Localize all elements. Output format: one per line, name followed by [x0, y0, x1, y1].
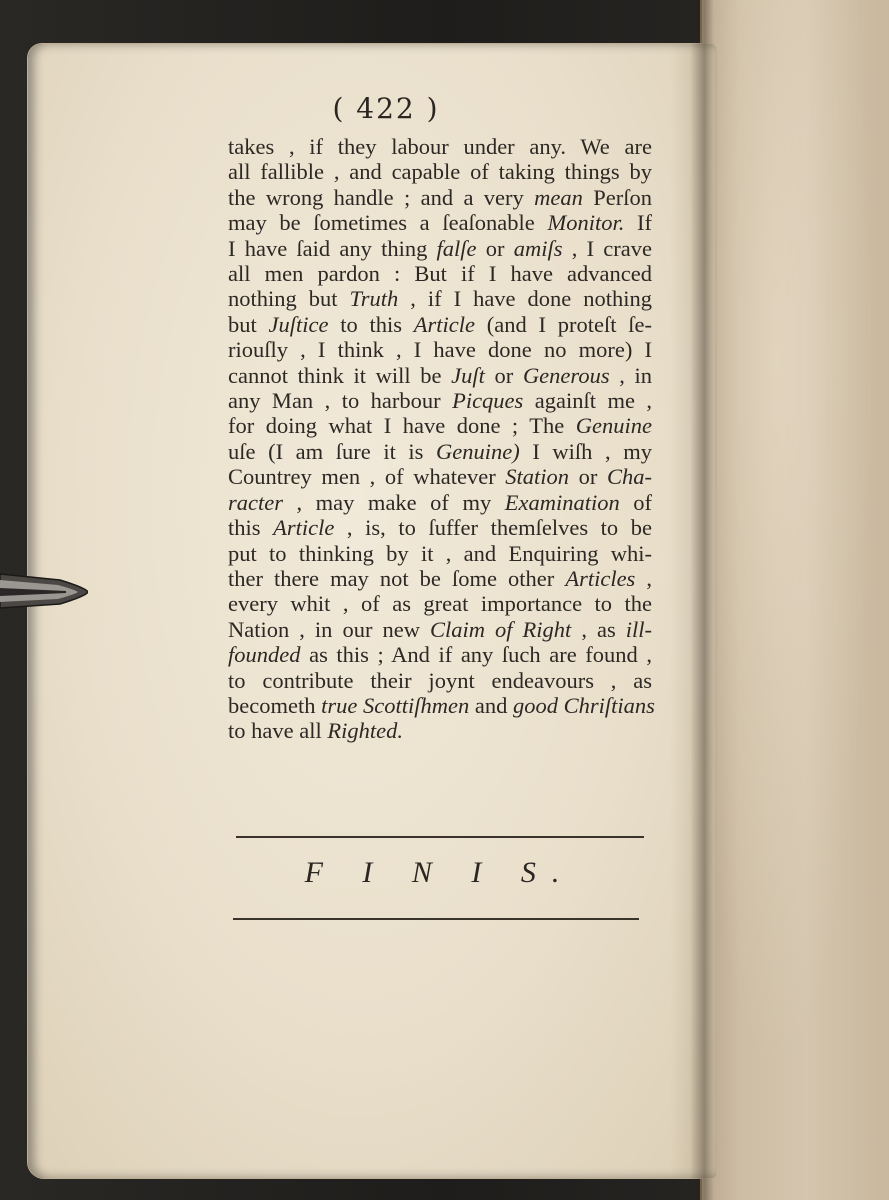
italic-text-segment: Juſt	[451, 362, 485, 388]
text-line	[228, 692, 655, 718]
text-segment: any Man , to harbour	[228, 388, 453, 414]
text-segment: ,	[635, 565, 652, 591]
italic-text-segment: Station	[505, 464, 570, 490]
text-segment: uſe (I am ſure it is	[228, 438, 437, 464]
text-segment: takes , if they labour under any. We are	[228, 134, 652, 159]
italic-text-segment: racter	[228, 489, 283, 515]
text-line	[228, 337, 652, 362]
italic-text-segment: mean	[534, 184, 583, 210]
italic-text-segment: Genuine	[575, 413, 652, 439]
text-line	[228, 413, 652, 438]
text-segment: or	[484, 362, 523, 388]
italic-text-segment: Articles	[565, 565, 636, 591]
text-segment: I have ſaid any thing	[228, 235, 437, 261]
text-line	[228, 617, 652, 642]
text-segment: may be ſometimes a ſeaſonable	[228, 210, 548, 236]
text-segment: every whit , of as great importance to the	[228, 591, 652, 617]
text-segment: , if I have done nothing	[398, 286, 652, 312]
italic-text-segment: founded	[228, 642, 301, 668]
italic-text-segment: Juſtice	[268, 311, 329, 337]
italic-text-segment: Truth	[349, 286, 399, 312]
top-rule	[236, 836, 644, 838]
text-segment: of	[619, 489, 652, 515]
italic-text-segment: Generous	[522, 362, 610, 388]
text-line	[228, 363, 652, 388]
text-segment: all fallible , and capable of taking things by	[228, 159, 652, 185]
italic-text-segment: Article	[273, 515, 335, 541]
text-segment: (and I proteſt ſe-	[475, 311, 652, 337]
text-segment: as this ; And if any ſuch are found ,	[300, 642, 652, 668]
text-segment: ther there may not be ſome other	[228, 565, 566, 591]
text-line	[228, 490, 652, 515]
text-segment: Perſon	[582, 184, 652, 210]
text-line	[228, 439, 652, 464]
italic-text-segment: Examination	[504, 489, 620, 515]
text-segment: to contribute their joynt endeavours , as	[228, 667, 652, 693]
text-segment: for doing what I have done ; The	[228, 413, 576, 439]
text-segment: , may make of my	[283, 489, 505, 515]
text-line	[228, 464, 652, 489]
text-segment: Countrey men , of whatever	[228, 464, 506, 490]
text-segment: , is, to ſuffer themſelves to be	[334, 515, 652, 541]
page-clip-icon	[0, 566, 88, 614]
bottom-rule	[233, 918, 639, 920]
text-segment: but	[228, 311, 269, 337]
text-line	[228, 566, 652, 591]
text-segment: or	[569, 464, 608, 490]
text-segment: this	[228, 515, 274, 541]
italic-text-segment: amiſs	[513, 235, 563, 261]
text-segment: put to thinking by it , and Enquiring whi-	[228, 540, 652, 566]
text-segment: , in	[609, 362, 652, 388]
text-segment: all men pardon : But if I have advanced	[228, 261, 652, 287]
italic-text-segment: Monitor.	[547, 210, 625, 236]
text-segment: againſt me ,	[523, 388, 652, 414]
text-line	[228, 159, 652, 184]
text-segment: , as	[571, 616, 626, 642]
text-segment: I wiſh , my	[519, 438, 653, 464]
text-segment: If	[624, 210, 652, 236]
text-line	[228, 591, 652, 616]
text-line	[228, 541, 652, 566]
text-segment: cannot think it will be	[228, 362, 452, 388]
text-line	[228, 718, 652, 743]
page-number: ( 422 )	[332, 92, 440, 125]
text-line	[228, 286, 652, 311]
italic-text-segment: Genuine)	[436, 438, 520, 464]
text-line	[228, 210, 652, 235]
italic-text-segment: falſe	[436, 235, 477, 261]
text-line	[228, 515, 652, 540]
text-segment: or	[476, 235, 514, 261]
italic-text-segment: true Scottiſhmen	[321, 692, 470, 718]
facing-endpaper	[700, 0, 889, 1200]
text-segment: nothing but	[228, 286, 350, 312]
italic-text-segment: Righted.	[327, 718, 403, 744]
text-segment: to have all	[228, 718, 328, 744]
text-line	[228, 388, 652, 413]
text-segment: , I crave	[562, 235, 652, 261]
text-segment: to this	[328, 311, 414, 337]
italic-text-segment: Claim of Right	[429, 616, 572, 642]
text-line	[228, 185, 652, 210]
text-line	[228, 261, 652, 286]
book-page	[28, 44, 716, 1178]
italic-text-segment: Cha-	[607, 464, 653, 490]
italic-text-segment: Picques	[452, 388, 524, 414]
text-line	[228, 668, 652, 693]
text-line	[228, 236, 652, 261]
text-line	[228, 312, 652, 337]
italic-text-segment: ill-	[625, 616, 652, 642]
text-segment: Nation , in our new	[228, 616, 430, 642]
italic-text-segment: Article	[413, 311, 476, 337]
text-segment: riouſly , I think , I have done no more) I	[228, 337, 652, 363]
text-line	[228, 642, 652, 667]
text-segment: the wrong handle ; and a very	[228, 184, 535, 210]
text-segment: becometh	[228, 692, 322, 718]
italic-text-segment: good Chriſtians	[512, 692, 655, 718]
page-body-text	[228, 134, 655, 744]
text-line	[228, 134, 652, 159]
finis-heading: F I N I S.	[304, 856, 576, 889]
gutter-shadow	[690, 0, 714, 1200]
text-segment: and	[469, 692, 513, 718]
